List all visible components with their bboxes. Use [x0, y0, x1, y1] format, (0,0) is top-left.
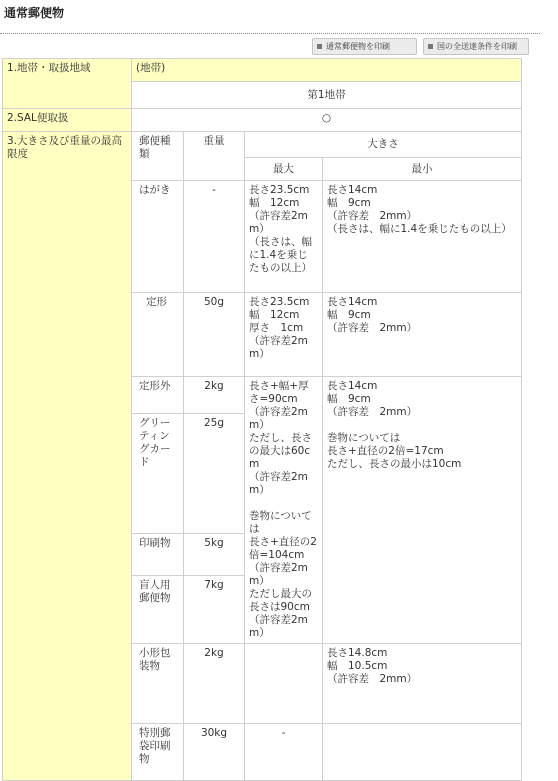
print-all-conditions-button[interactable]	[423, 38, 529, 55]
item-name-greeting: グリーティングカード	[132, 413, 184, 534]
print-icon	[317, 44, 322, 49]
item-weight-small-packet: 2kg	[184, 644, 245, 724]
col-header-type: 郵便種類	[132, 132, 184, 181]
item-weight-printed: 5kg	[184, 534, 245, 575]
item-min-shared: 長さ14cm 幅 9cm （許容差 2mm） 巻物については 長さ+直径の2倍=17cm ただし、長さの最小は10cm	[323, 377, 522, 644]
item-max-postcard: 長さ23.5cm 幅 12cm （許容差2mm） （長さは、幅に1.4を乗じたもの以上）	[245, 181, 323, 293]
item-weight-braille: 7kg	[184, 575, 245, 643]
col-header-max: 最大	[245, 158, 323, 181]
size-weight-header: 3.大きさ及び重量の最高限度	[3, 132, 132, 781]
item-min-small-packet: 長さ14.8cm 幅 10.5cm （許容差 2mm）	[323, 644, 522, 724]
item-weight-standard: 50g	[184, 293, 245, 377]
item-name-small-packet: 小形包装物	[132, 644, 184, 724]
sal-header: 2.SAL便取扱	[3, 109, 132, 132]
col-header-min: 最小	[323, 158, 522, 181]
item-name-nonstandard: 定形外	[132, 377, 184, 414]
item-min-standard: 長さ14cm 幅 9cm （許容差 2mm）	[323, 293, 522, 377]
page-title: 通常郵便物	[4, 6, 65, 20]
zone-label: (地帯)	[132, 59, 522, 82]
conditions-table	[2, 58, 522, 781]
toolbar	[312, 38, 529, 55]
print-icon	[428, 44, 433, 49]
print-mail-button[interactable]	[312, 38, 417, 55]
zone-value: 第1地帯	[132, 82, 522, 109]
item-name-printed: 印刷物	[132, 534, 184, 575]
print-mail-label: 通常郵便物を印刷	[326, 42, 390, 51]
item-name-braille: 盲人用郵便物	[132, 575, 184, 643]
item-max-special-bag: -	[245, 724, 323, 781]
print-all-label: 国の全送達条件を印刷	[437, 42, 517, 51]
item-name-postcard: はがき	[132, 181, 184, 293]
item-name-special-bag: 特別郵袋印刷物	[132, 724, 184, 781]
item-min-postcard: 長さ14cm 幅 9cm （許容差 2mm） （長さは、幅に1.4を乗じたもの以上）	[323, 181, 522, 293]
item-weight-greeting: 25g	[184, 413, 245, 534]
title-divider	[0, 33, 540, 34]
next-section-strip	[2, 733, 522, 740]
item-max-small-packet-empty	[245, 644, 323, 724]
item-max-standard: 長さ23.5cm 幅 12cm 厚さ 1cm （許容差2mm）	[245, 293, 323, 377]
item-max-shared: 長さ+幅+厚さ=90cm （許容差2mm） ただし、長さの最大は60cm （許容差2mm） 巻物については 長さ+直径の2倍=104cm （許容差2mm） ただし最大の長さは90cm （許容差2mm）	[245, 377, 323, 644]
item-weight-special-bag: 30kg	[184, 724, 245, 781]
item-weight-postcard: -	[184, 181, 245, 293]
zone-header: 1.地帯・取扱地域	[3, 59, 132, 109]
item-weight-nonstandard: 2kg	[184, 377, 245, 414]
item-name-standard: 定形	[132, 293, 184, 377]
col-header-weight: 重量	[184, 132, 245, 181]
col-header-size: 大きさ	[245, 132, 522, 158]
sal-value: ○	[132, 109, 522, 132]
